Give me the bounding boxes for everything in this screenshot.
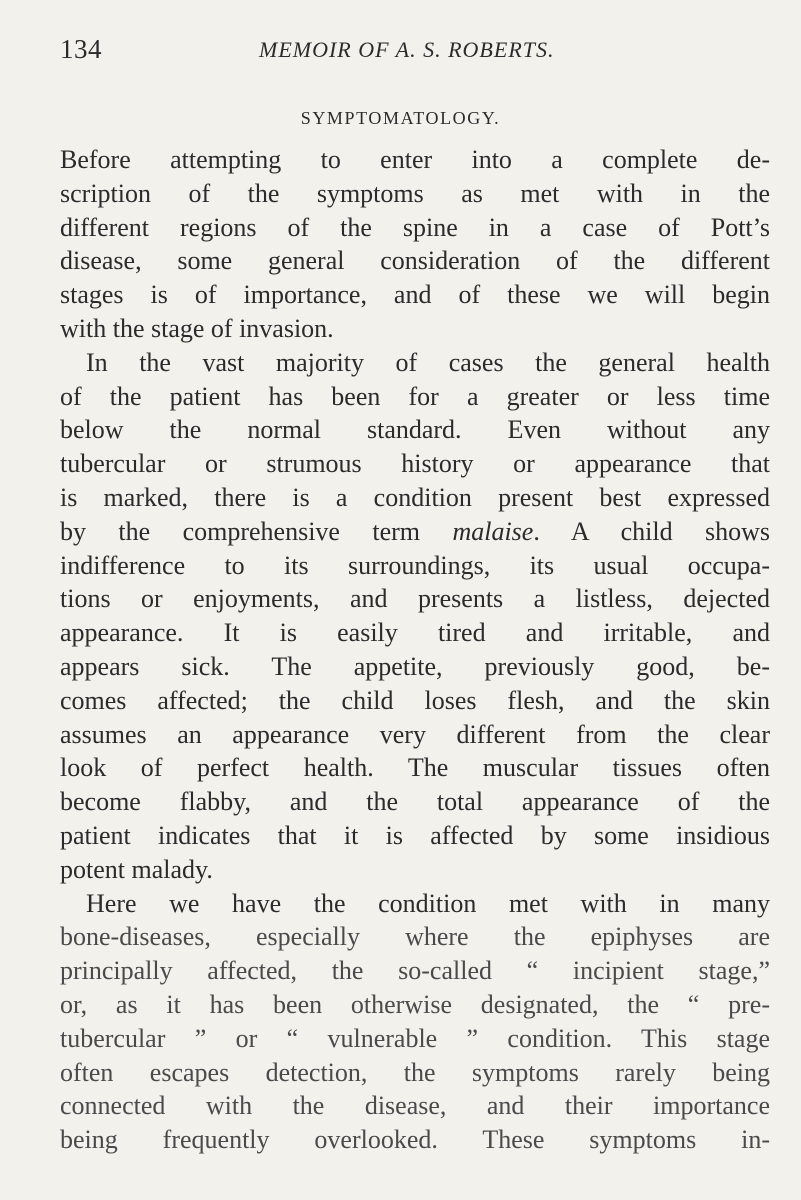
text-line: become flabby, and the total appearance of the (60, 787, 770, 817)
running-title: MEMOIR OF A. S. ROBERTS. (259, 37, 555, 62)
text-line: connected with the disease, and their importance (60, 1091, 770, 1121)
text-line: Before attempting to enter into a complete de- (60, 145, 770, 174)
text-line: principally affected, the so-called “ incipient stage,” (60, 956, 770, 986)
text-line: tubercular ” or “ vulnerable ” condition. This stage (60, 1023, 770, 1053)
text-segment: . A child shows (533, 516, 770, 546)
body-text (60, 143, 770, 1157)
text-line: comes affected; the child loses flesh, and the skin (60, 685, 770, 715)
text-line: patient indicates that it is affected by some insidious (60, 820, 770, 850)
text-line: with the stage of invasion. (60, 313, 334, 343)
page-number: 134 (60, 34, 102, 64)
text-line: scription of the symptoms as met with in the (60, 178, 770, 208)
text-line: tions or enjoyments, and presents a listless, dejected (60, 584, 770, 614)
text-line: appearance. It is easily tired and irritable, and (60, 618, 770, 648)
text-line-mixed (60, 515, 770, 549)
italic-term: malaise (452, 516, 534, 546)
text-line: assumes an appearance very different from the clear (60, 719, 770, 749)
text-line: is marked, there is a condition present best expressed (60, 482, 770, 512)
section-heading: SYMPTOMATOLOGY. (300, 108, 501, 128)
text-line: or, as it has been otherwise designated, the “ pre- (60, 989, 770, 1019)
text-line: stages is of importance, and of these we will begin (60, 280, 770, 310)
text-line: being frequently overlooked. These symptoms in- (60, 1125, 770, 1155)
text-line: of the patient has been for a greater or less time (60, 381, 770, 411)
text-line: different regions of the spine in a case of Pott’s (60, 212, 770, 242)
text-line: disease, some general consideration of the different (60, 246, 770, 276)
text-line: tubercular or strumous history or appearance that (60, 449, 770, 479)
text-line: bone-diseases, especially where the epiphyses are (60, 922, 770, 952)
text-line: look of perfect health. The muscular tissues often (60, 753, 770, 783)
running-head (60, 34, 780, 64)
text-line: below the normal standard. Even without any (60, 415, 770, 445)
text-line: potent malady. (60, 854, 213, 884)
text-line: In the vast majority of cases the general health (86, 347, 770, 377)
text-line: appears sick. The appetite, previously good, be- (60, 651, 770, 681)
text-segment: by the comprehensive term (60, 516, 453, 546)
text-line: indifference to its surroundings, its usual occupa- (60, 550, 770, 580)
text-line: often escapes detection, the symptoms rarely being (60, 1057, 770, 1087)
text-line: Here we have the condition met with in many (86, 888, 770, 918)
